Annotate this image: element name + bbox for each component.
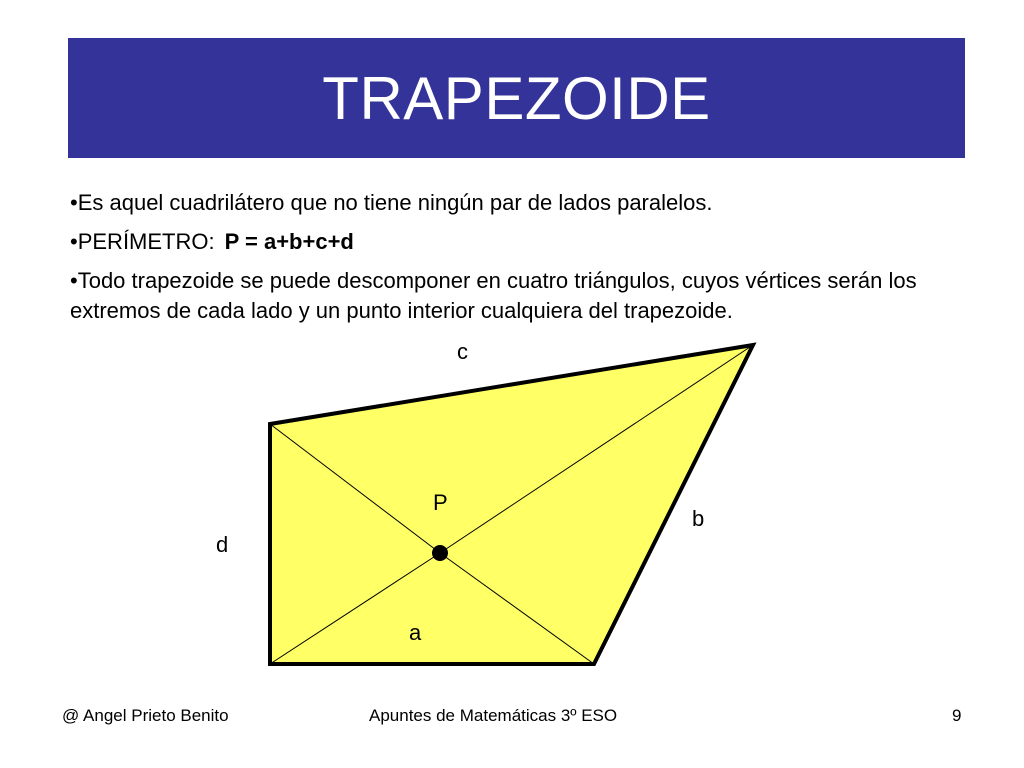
footer-course: Apuntes de Matemáticas 3º ESO (369, 706, 618, 725)
label-side-a: a (409, 620, 422, 645)
footer-author: @ Angel Prieto Benito (62, 706, 229, 725)
slide-title: TRAPEZOIDE (322, 64, 711, 132)
perimeter-label: •PERÍMETRO: (70, 229, 215, 254)
perimeter-formula: P = a+b+c+d (224, 229, 354, 254)
label-side-b: b (692, 506, 705, 531)
footer-page-number: 9 (952, 706, 962, 725)
label-point-p: P (433, 490, 448, 515)
label-side-c: c (457, 339, 468, 364)
label-side-d: d (216, 532, 229, 557)
bullet-decomposition: •Todo trapezoide se puede descomponer en cuatro triángulos, cuyos vértices serán los extremos de cada lado y un punto interior cualquiera del trapezoide. (70, 268, 917, 323)
bullet-definition: •Es aquel cuadrilátero que no tiene ningún par de lados paralelos. (70, 190, 713, 215)
interior-point (432, 545, 448, 561)
